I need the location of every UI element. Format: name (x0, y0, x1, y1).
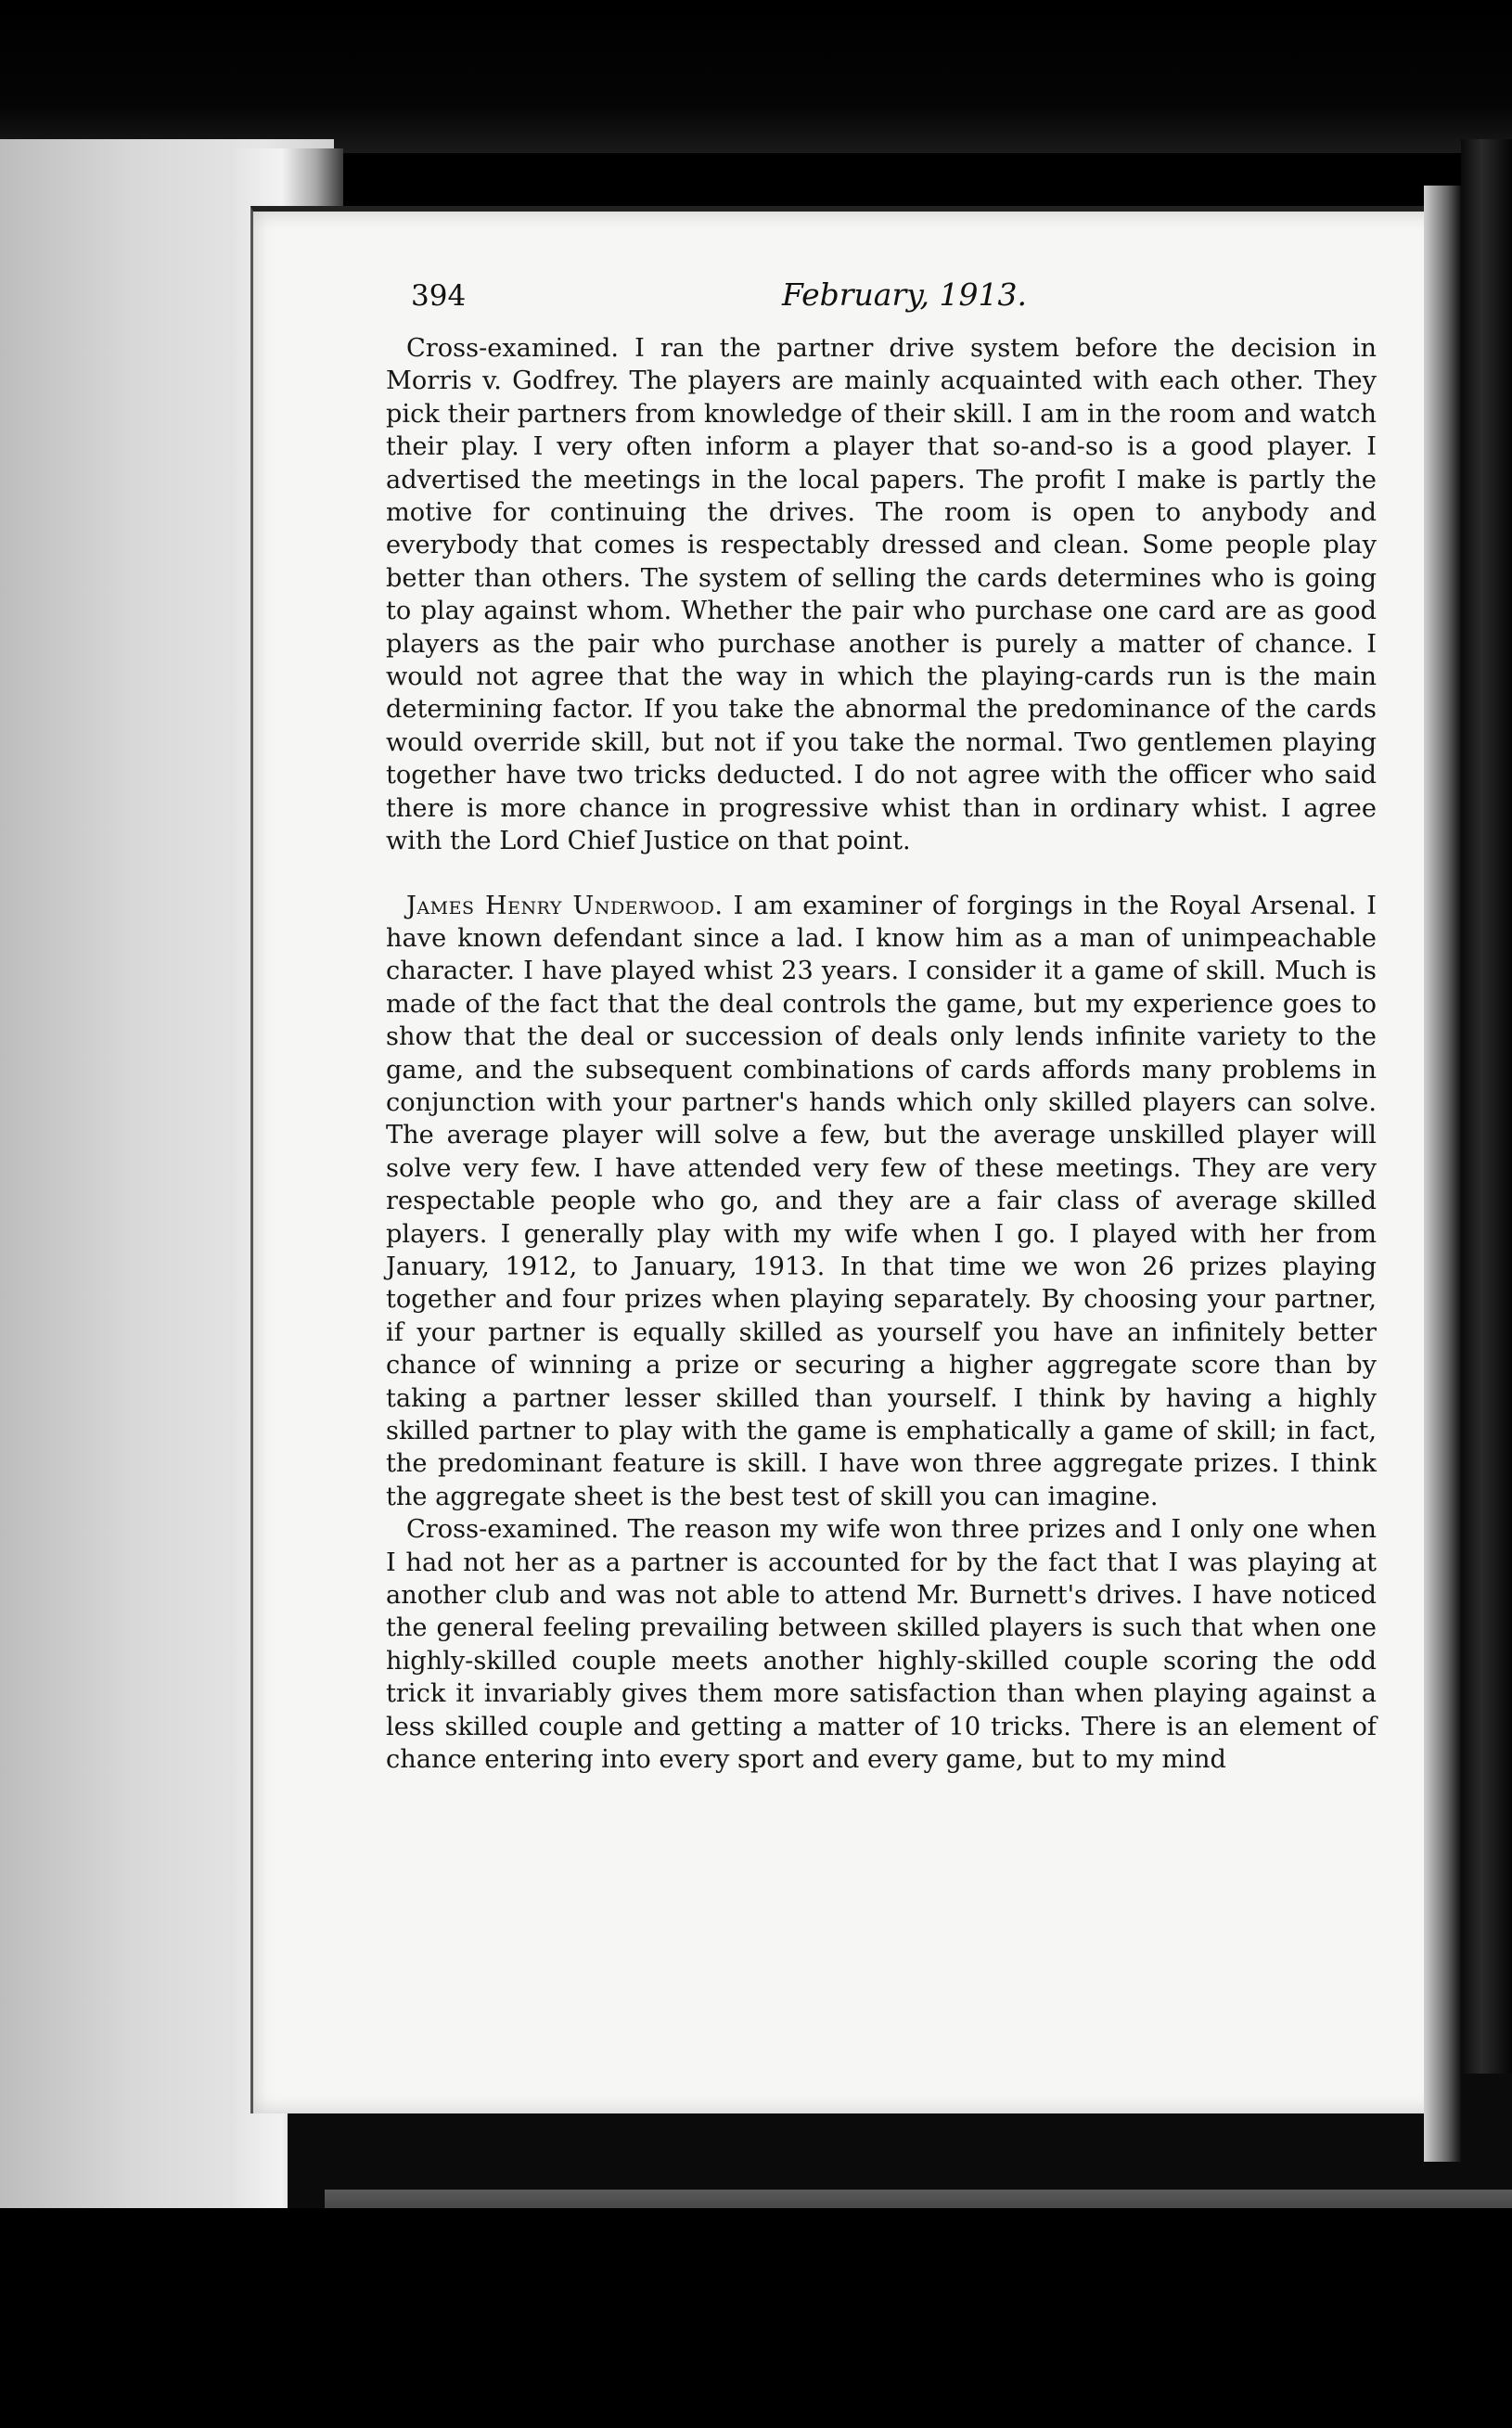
paragraph-testimony-underwood (386, 890, 1377, 1514)
document-page (250, 206, 1445, 2113)
paragraph-cross-examination-1 (386, 332, 1377, 858)
scan-top-border (0, 0, 1512, 153)
page-gutter-shadow (1424, 186, 1461, 2162)
body-text (386, 332, 1377, 1776)
scan-bottom-border (0, 2208, 1512, 2428)
paragraph-text: I am examiner of forgings in the Royal Arsenal. I have known defendant since a lad. I know him as a man of unimpeachable character. I have played whist 23 years. I consider it a game of skill. Much is made of the fact that the deal controls the game, but my experience goes to show that the deal or succession of deals only lends infinite variety to the game, and the subsequent combinations of cards affords many problems in conjunction with your partner's hands which only skilled players can solve. The average player will solve a few, but the average unskilled player will solve very few. I have attended very few of these meetings. They are very respectable people who go, and they are a fair class of average skilled players. I generally play with my wife when I go. I played with her from January, 1912, to January, 1913. In that time we won 26 prizes playing together and four prizes when playing separately. By choosing your partner, if your partner is equally skilled as yourself you have an infinitely better chance of winning a prize or securing a higher aggregate score than by taking a partner lesser skilled than yourself. I think by having a highly skilled partner to play with the game is emphatically a game of skill; in fact, the predominant feature is skill. I have won three aggregate prizes. I think the aggregate sheet is the best test of skill you can imagine. (386, 891, 1377, 1511)
page-number: 394 (411, 279, 467, 313)
witness-name: James Henry Underwood. (406, 891, 724, 920)
running-head: February, 1913. (782, 276, 1027, 313)
paragraph-cross-examination-2 (386, 1513, 1377, 1776)
paragraph-text: Cross-examined. I ran the partner drive system before the decision in Morris v. Godfrey. The players are mainly acquainted with each other. They pick their partners from knowledge of their skill. I am in the room and watch their play. I very often inform a player that so-and-so is a good player. I advertised the meetings in the local papers. The profit I make is partly the motive for continuing the drives. The room is open to anybody and everybody that comes is respectably dressed and clean. Some people play better than others. The system of selling the cards determines who is going to play against whom. Whether the pair who purchase one card are as good players as the pair who purchase another is purely a matter of chance. I would not agree that the way in which the playing-cards run is the main determining factor. If you take the abnormal the predominance of the cards would override skill, but not if you take the normal. Two gentlemen playing together have two tricks deducted. I do not agree with the officer who said there is more chance in progressive whist than in ordinary whist. I agree with the Lord Chief Justice on that point. (386, 334, 1377, 856)
page-header (253, 212, 1445, 313)
scan-right-border (1461, 139, 1512, 2366)
paragraph-text: Cross-examined. The reason my wife won three prizes and I only one when I had not her as a partner is accounted for by the fact that I was playing at another club and was not able to attend Mr. Burnett's drives. I have noticed the general feeling prevailing between skilled players is such that when one highly-skilled couple meets another highly-skilled couple scoring the odd trick it invariably gives them more satisfaction than when playing against a less skilled couple and getting a matter of 10 tricks. There is an element of chance entering into every sport and every game, but to my mind (386, 1515, 1377, 1775)
